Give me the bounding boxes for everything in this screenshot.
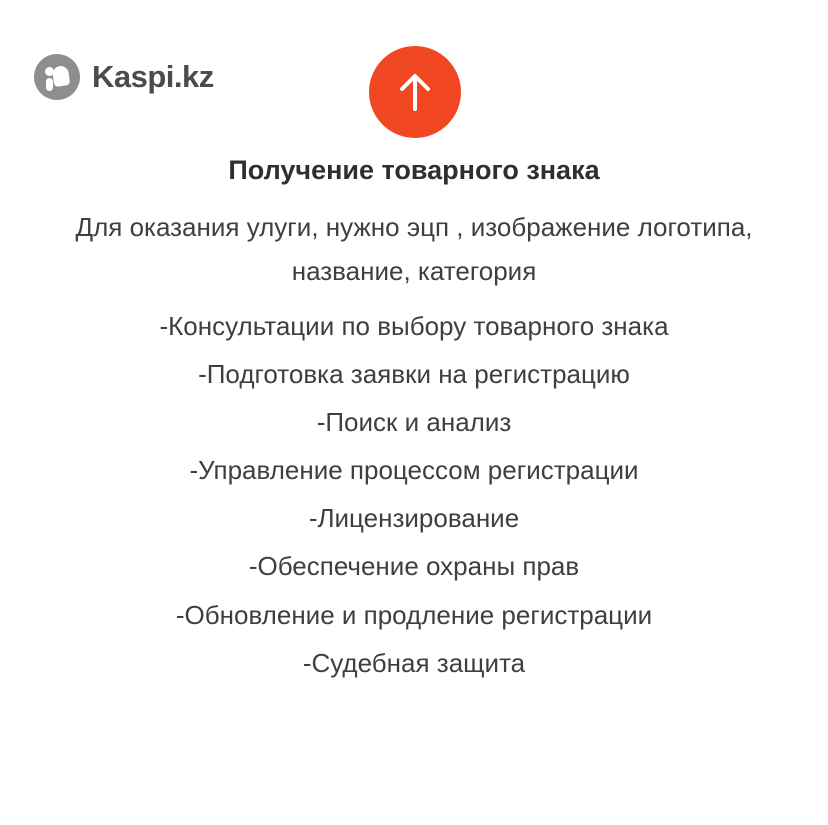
brand-logo[interactable] — [34, 54, 214, 100]
list-item: -Лицензирование — [308, 503, 520, 534]
page-header — [0, 24, 828, 120]
list-item: -Обеспечение охраны прав — [248, 551, 580, 582]
kaspi-logo-icon — [34, 54, 80, 100]
list-item: -Подготовка заявки на регистрацию — [198, 359, 630, 390]
list-item: -Судебная защита — [302, 647, 526, 678]
page-title: Получение товарного знака — [228, 155, 600, 185]
list-item: -Управление процессом регистрации — [189, 455, 639, 486]
arrow-up-icon — [395, 71, 435, 113]
service-list — [0, 302, 828, 687]
brand-name: Kaspi.kz — [92, 59, 214, 94]
intro-text: Для оказания улуги, нужно эцп , изображение логотипа, название, категория — [75, 211, 753, 287]
service-description — [0, 150, 828, 687]
list-item: -Консультации по выбору товарного знака — [159, 310, 669, 341]
scroll-to-top-button[interactable] — [369, 46, 461, 138]
list-item: -Обновление и продление регистрации — [175, 599, 653, 630]
list-item: -Поиск и анализ — [316, 407, 512, 438]
